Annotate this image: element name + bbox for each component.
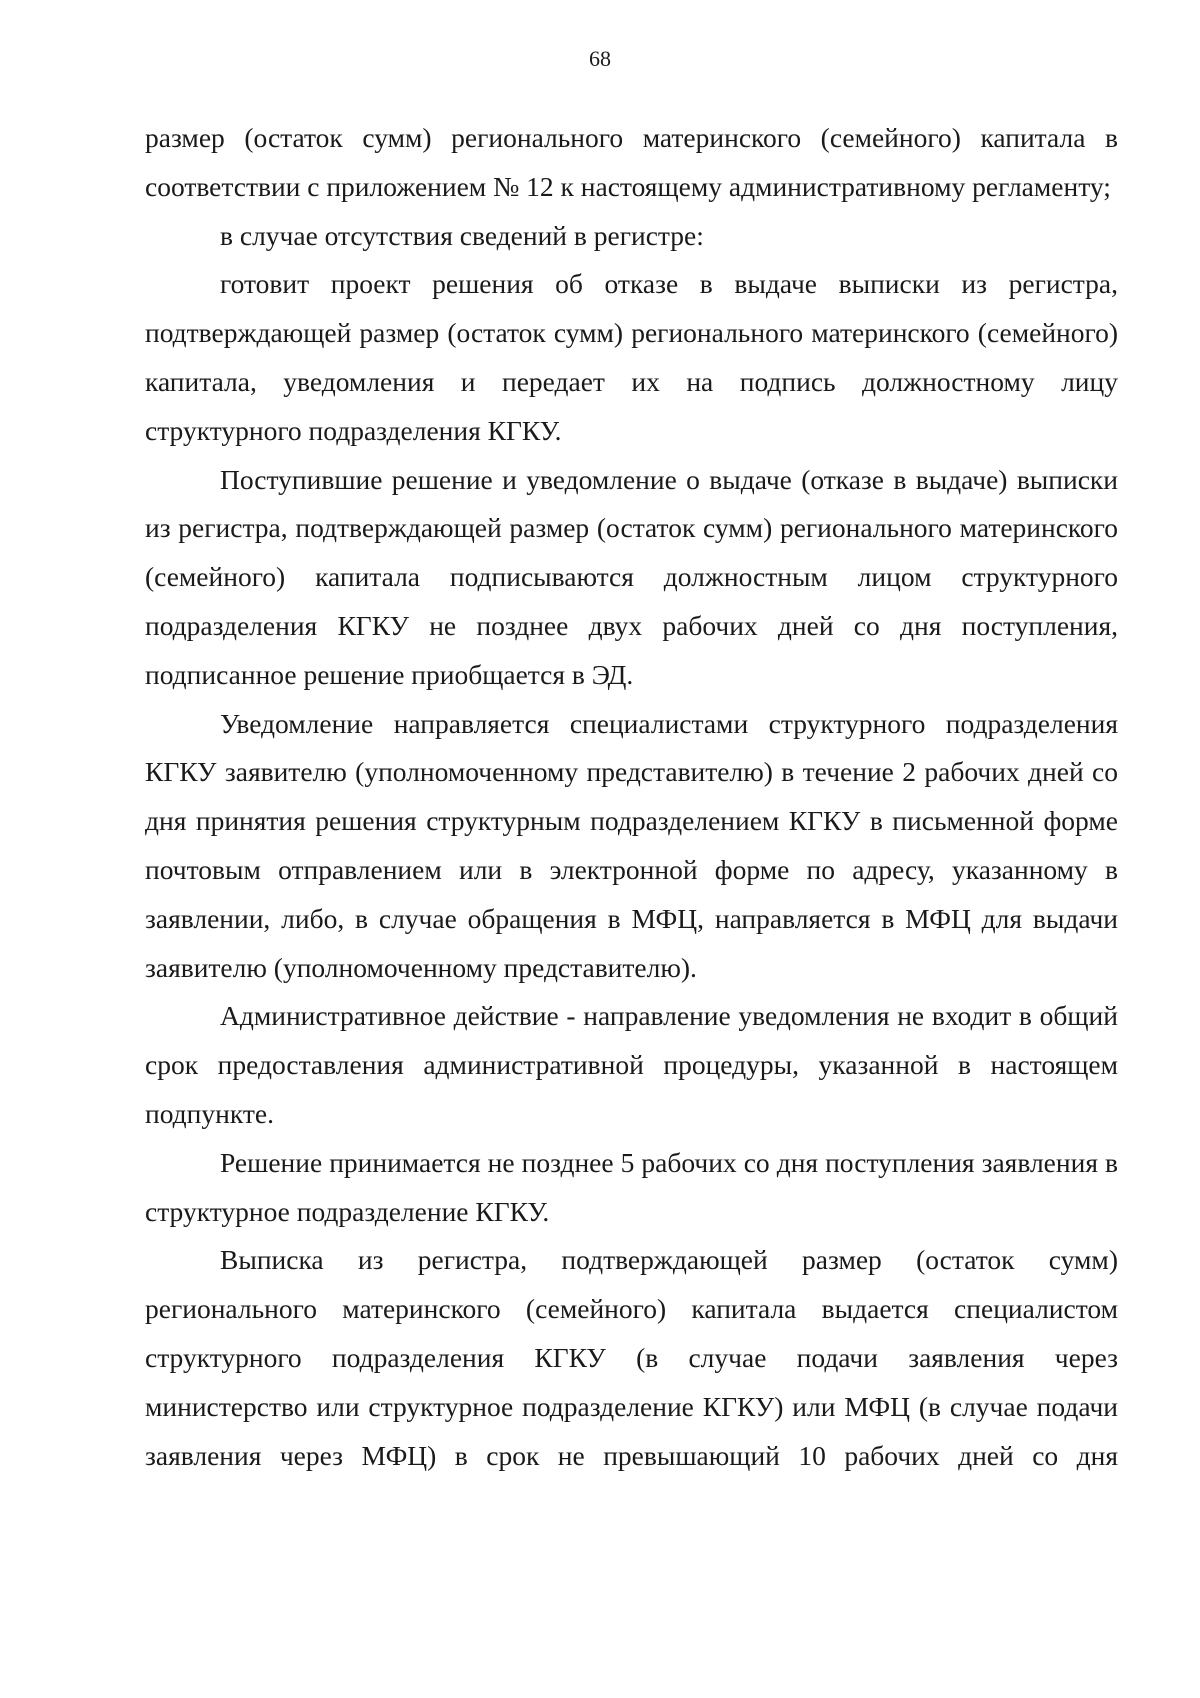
paragraph: Выписка из регистра, подтверждающей размер (остаток сумм) регионального материнского (семейного) капитала выдается специалистом структурного подразделения КГКУ (в случае подачи заявления через министерство или структурное подразделение КГКУ) или МФЦ (в случае подачи заявления через МФЦ) в срок не превышающий 10 рабочих дней со дня (145, 1244, 1118, 1471)
page-number: 68 (589, 46, 611, 71)
paragraph: Поступившие решение и уведомление о выдаче (отказе в выдаче) выписки из регистра, подтверждающей размер (остаток сумм) регионального материнского (семейного) капитала подписываются должностным лицом структурного подразделения КГКУ не позднее двух рабочих дней со дня поступления, подписанное решение приобщается в ЭД. (145, 463, 1118, 690)
paragraph: Административное действие - направление уведомления не входит в общий срок предоставления административной процедуры, указанной в настоящем подпункте. (145, 1000, 1118, 1129)
paragraph: готовит проект решения об отказе в выдаче выписки из регистра, подтверждающей размер (остаток сумм) регионального материнского (семейного) капитала, уведомления и передает их на подпись должностному лицу структурного подразделения КГКУ. (145, 268, 1118, 446)
paragraph: Решение принимается не позднее 5 рабочих со дня поступления заявления в структурное подразделение КГКУ. (145, 1146, 1118, 1227)
document-body (145, 114, 1118, 1480)
paragraph: размер (остаток сумм) регионального материнского (семейного) капитала в соответствии с приложением № 12 к настоящему административному регламенту; (145, 122, 1118, 202)
paragraph: в случае отсутствия сведений в регистре: (220, 219, 704, 251)
paragraph: Уведомление направляется специалистами структурного подразделения КГКУ заявителю (уполномоченному представителю) в течение 2 рабочих дней со дня принятия решения структурным подразделением КГКУ в письменной форме почтовым отправлением или в электронной форме по адресу, указанному в заявлении, либо, в случае обращения в МФЦ, направляется в МФЦ для выдачи заявителю (уполномоченному представителю). (145, 707, 1118, 983)
